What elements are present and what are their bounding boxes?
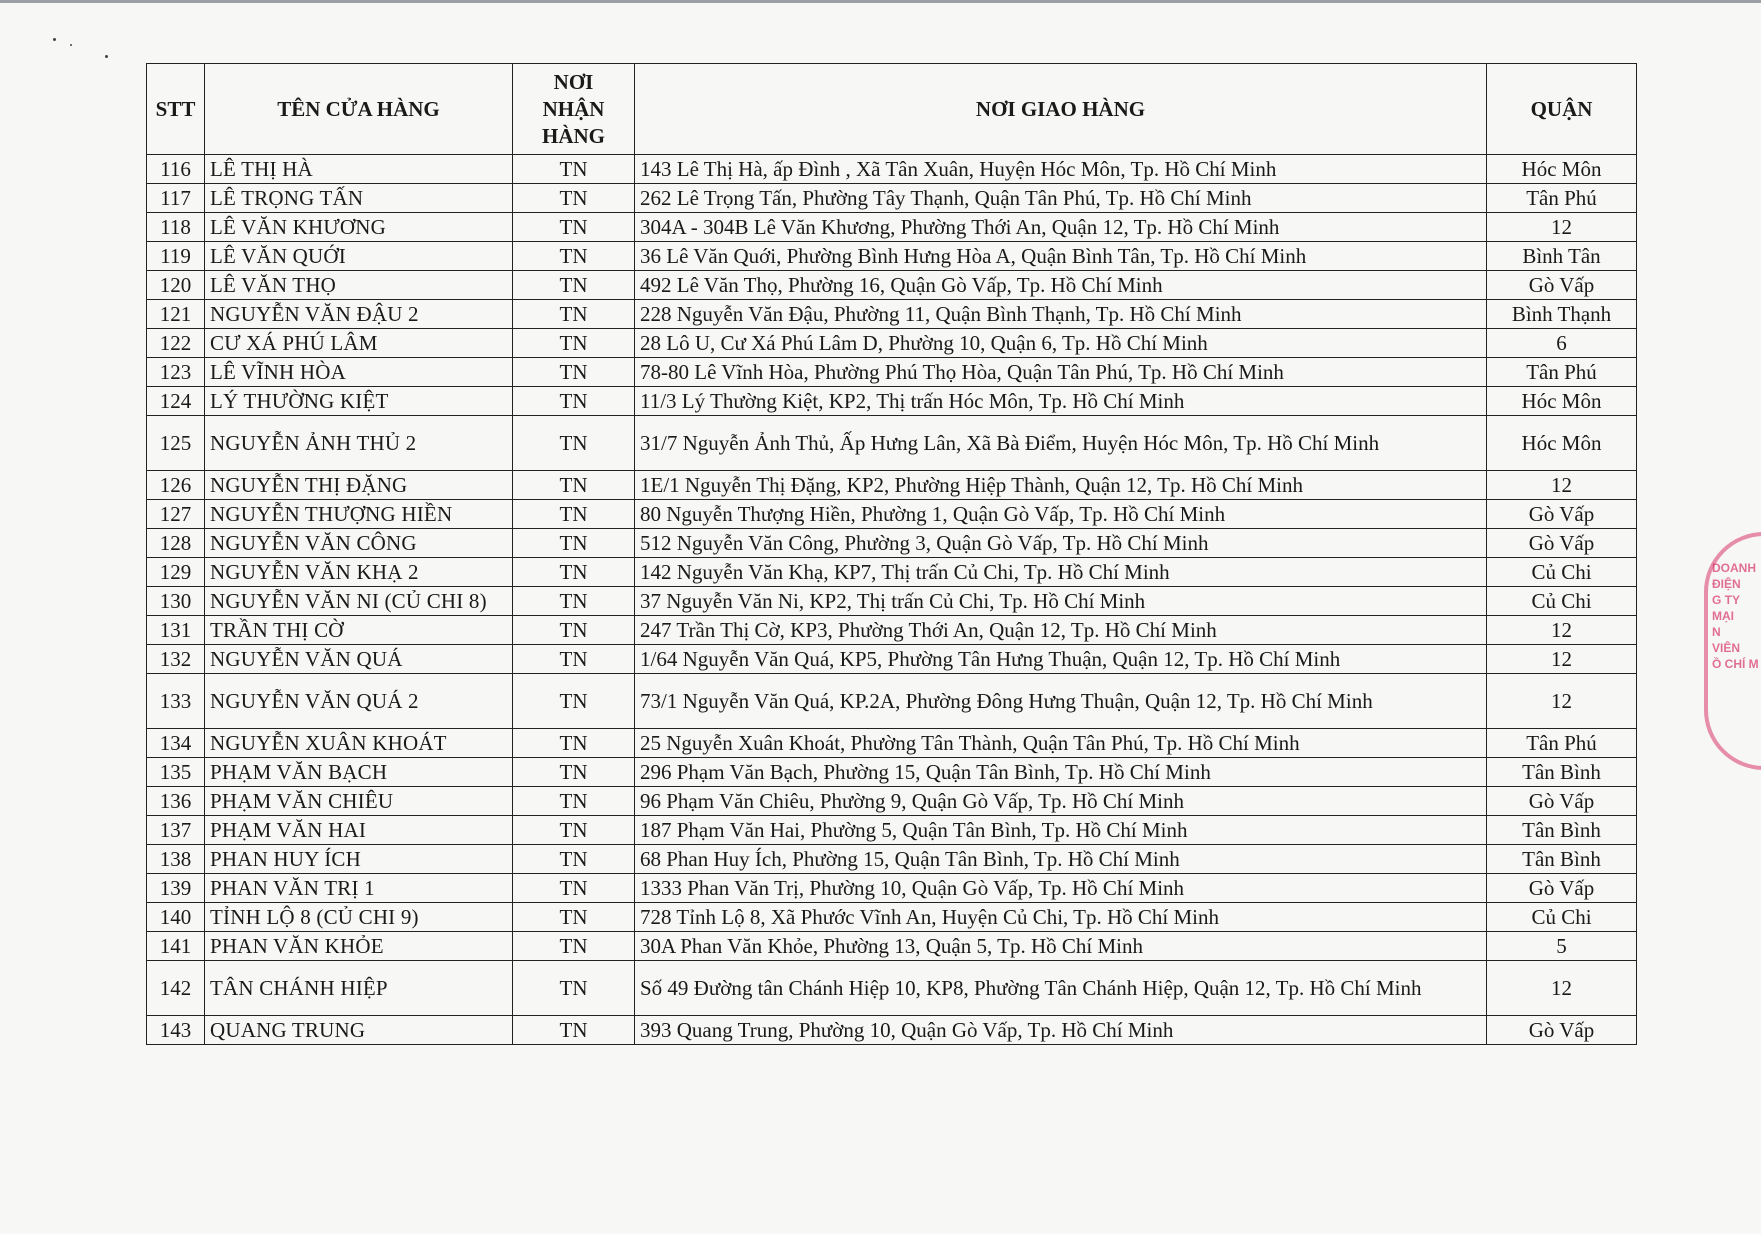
row-district: Gò Vấp xyxy=(1487,1016,1637,1045)
table-row xyxy=(147,932,1637,961)
row-store-name: LÝ THƯỜNG KIỆT xyxy=(205,387,513,416)
row-district: 12 xyxy=(1487,616,1637,645)
table-row xyxy=(147,242,1637,271)
row-store-name: LÊ VĂN QUỚI xyxy=(205,242,513,271)
table-row xyxy=(147,616,1637,645)
row-store-name: NGUYỄN VĂN CÔNG xyxy=(205,529,513,558)
row-stt: 133 xyxy=(147,674,205,729)
row-store-name: NGUYỄN ẢNH THỦ 2 xyxy=(205,416,513,471)
row-delivery-address: 228 Nguyễn Văn Đậu, Phường 11, Quận Bình Thạnh, Tp. Hồ Chí Minh xyxy=(635,300,1487,329)
row-district: Bình Tân xyxy=(1487,242,1637,271)
row-receive-place: TN xyxy=(513,645,635,674)
row-receive-place: TN xyxy=(513,387,635,416)
table-row xyxy=(147,358,1637,387)
table-row xyxy=(147,300,1637,329)
row-receive-place: TN xyxy=(513,300,635,329)
row-district: 12 xyxy=(1487,674,1637,729)
row-store-name: TỈNH LỘ 8 (CỦ CHI 9) xyxy=(205,903,513,932)
row-receive-place: TN xyxy=(513,558,635,587)
company-seal-text xyxy=(1712,560,1760,672)
row-district: Gò Vấp xyxy=(1487,271,1637,300)
row-delivery-address: 492 Lê Văn Thọ, Phường 16, Quận Gò Vấp, Tp. Hồ Chí Minh xyxy=(635,271,1487,300)
row-receive-place: TN xyxy=(513,758,635,787)
row-receive-place: TN xyxy=(513,271,635,300)
row-delivery-address: 31/7 Nguyễn Ảnh Thủ, Ấp Hưng Lân, Xã Bà Điểm, Huyện Hóc Môn, Tp. Hồ Chí Minh xyxy=(635,416,1487,471)
row-stt: 130 xyxy=(147,587,205,616)
row-receive-place: TN xyxy=(513,155,635,184)
row-district: Tân Phú xyxy=(1487,184,1637,213)
seal-text-line: N xyxy=(1712,625,1721,639)
row-stt: 124 xyxy=(147,387,205,416)
seal-text-line: G TY xyxy=(1712,593,1741,607)
row-stt: 143 xyxy=(147,1016,205,1045)
row-delivery-address: 36 Lê Văn Quới, Phường Bình Hưng Hòa A, Quận Bình Tân, Tp. Hồ Chí Minh xyxy=(635,242,1487,271)
row-district: Tân Phú xyxy=(1487,729,1637,758)
row-delivery-address: 393 Quang Trung, Phường 10, Quận Gò Vấp, Tp. Hồ Chí Minh xyxy=(635,1016,1487,1045)
row-receive-place: TN xyxy=(513,529,635,558)
seal-text-line: DOANH xyxy=(1712,561,1756,575)
table-row xyxy=(147,845,1637,874)
table-row xyxy=(147,816,1637,845)
row-store-name: LÊ TRỌNG TẤN xyxy=(205,184,513,213)
row-delivery-address: 30A Phan Văn Khỏe, Phường 13, Quận 5, Tp. Hồ Chí Minh xyxy=(635,932,1487,961)
row-delivery-address: 73/1 Nguyễn Văn Quá, KP.2A, Phường Đông Hưng Thuận, Quận 12, Tp. Hồ Chí Minh xyxy=(635,674,1487,729)
row-store-name: NGUYỄN VĂN QUÁ xyxy=(205,645,513,674)
row-delivery-address: 68 Phan Huy Ích, Phường 15, Quận Tân Bình, Tp. Hồ Chí Minh xyxy=(635,845,1487,874)
row-receive-place: TN xyxy=(513,874,635,903)
row-district: Hóc Môn xyxy=(1487,416,1637,471)
row-store-name: PHAN VĂN KHỎE xyxy=(205,932,513,961)
row-district: Tân Bình xyxy=(1487,758,1637,787)
row-district: Tân Bình xyxy=(1487,845,1637,874)
row-stt: 135 xyxy=(147,758,205,787)
row-receive-place: TN xyxy=(513,471,635,500)
table-row xyxy=(147,729,1637,758)
row-receive-place: TN xyxy=(513,1016,635,1045)
row-receive-place: TN xyxy=(513,213,635,242)
table-row xyxy=(147,1016,1637,1045)
row-district: Tân Bình xyxy=(1487,816,1637,845)
row-district: Hóc Môn xyxy=(1487,387,1637,416)
row-stt: 126 xyxy=(147,471,205,500)
row-district: 12 xyxy=(1487,471,1637,500)
row-receive-place: TN xyxy=(513,242,635,271)
header-receive-place xyxy=(513,64,635,155)
table-row xyxy=(147,529,1637,558)
row-store-name: LÊ THỊ HÀ xyxy=(205,155,513,184)
row-receive-place: TN xyxy=(513,729,635,758)
row-store-name: LÊ VĨNH HÒA xyxy=(205,358,513,387)
row-district: 5 xyxy=(1487,932,1637,961)
scan-speck xyxy=(70,44,72,46)
row-receive-place: TN xyxy=(513,587,635,616)
table-row xyxy=(147,213,1637,242)
row-district: Gò Vấp xyxy=(1487,500,1637,529)
seal-text-line: VIÊN xyxy=(1712,641,1741,655)
table-row xyxy=(147,674,1637,729)
table-header-row xyxy=(147,64,1637,155)
row-receive-place: TN xyxy=(513,358,635,387)
seal-text-line: Ồ CHÍ M xyxy=(1712,657,1759,671)
scan-edge xyxy=(0,0,1761,3)
row-store-name: NGUYỄN VĂN ĐẬU 2 xyxy=(205,300,513,329)
table-row xyxy=(147,587,1637,616)
row-district: 6 xyxy=(1487,329,1637,358)
row-store-name: CƯ XÁ PHÚ LÂM xyxy=(205,329,513,358)
row-district: Bình Thạnh xyxy=(1487,300,1637,329)
row-stt: 116 xyxy=(147,155,205,184)
row-stt: 142 xyxy=(147,961,205,1016)
row-delivery-address: 1/64 Nguyễn Văn Quá, KP5, Phường Tân Hưng Thuận, Quận 12, Tp. Hồ Chí Minh xyxy=(635,645,1487,674)
row-store-name: TRẦN THỊ CỜ xyxy=(205,616,513,645)
row-receive-place: TN xyxy=(513,816,635,845)
row-stt: 122 xyxy=(147,329,205,358)
table-row xyxy=(147,184,1637,213)
row-stt: 131 xyxy=(147,616,205,645)
row-delivery-address: 1E/1 Nguyễn Thị Đặng, KP2, Phường Hiệp Thành, Quận 12, Tp. Hồ Chí Minh xyxy=(635,471,1487,500)
table-row xyxy=(147,558,1637,587)
row-receive-place: TN xyxy=(513,845,635,874)
row-stt: 127 xyxy=(147,500,205,529)
row-delivery-address: 78-80 Lê Vĩnh Hòa, Phường Phú Thọ Hòa, Quận Tân Phú, Tp. Hồ Chí Minh xyxy=(635,358,1487,387)
row-stt: 134 xyxy=(147,729,205,758)
table-row xyxy=(147,874,1637,903)
row-delivery-address: Số 49 Đường tân Chánh Hiệp 10, KP8, Phường Tân Chánh Hiệp, Quận 12, Tp. Hồ Chí Minh xyxy=(635,961,1487,1016)
row-stt: 136 xyxy=(147,787,205,816)
row-receive-place: TN xyxy=(513,903,635,932)
row-store-name: PHẠM VĂN HAI xyxy=(205,816,513,845)
row-store-name: PHẠM VĂN BẠCH xyxy=(205,758,513,787)
table-row xyxy=(147,961,1637,1016)
header-store-name: TÊN CỬA HÀNG xyxy=(205,64,513,155)
table-row xyxy=(147,329,1637,358)
table-row xyxy=(147,500,1637,529)
row-store-name: PHAN VĂN TRỊ 1 xyxy=(205,874,513,903)
row-delivery-address: 296 Phạm Văn Bạch, Phường 15, Quận Tân Bình, Tp. Hồ Chí Minh xyxy=(635,758,1487,787)
row-receive-place: TN xyxy=(513,961,635,1016)
row-stt: 139 xyxy=(147,874,205,903)
row-district: 12 xyxy=(1487,213,1637,242)
row-delivery-address: 262 Lê Trọng Tấn, Phường Tây Thạnh, Quận Tân Phú, Tp. Hồ Chí Minh xyxy=(635,184,1487,213)
row-district: 12 xyxy=(1487,645,1637,674)
row-stt: 128 xyxy=(147,529,205,558)
header-district: QUẬN xyxy=(1487,64,1637,155)
row-delivery-address: 80 Nguyễn Thượng Hiền, Phường 1, Quận Gò Vấp, Tp. Hồ Chí Minh xyxy=(635,500,1487,529)
row-store-name: TÂN CHÁNH HIỆP xyxy=(205,961,513,1016)
row-district: Gò Vấp xyxy=(1487,529,1637,558)
scan-speck xyxy=(53,38,56,41)
table-row xyxy=(147,758,1637,787)
row-stt: 129 xyxy=(147,558,205,587)
row-district: Củ Chi xyxy=(1487,558,1637,587)
header-delivery-address: NƠI GIAO HÀNG xyxy=(635,64,1487,155)
row-store-name: QUANG TRUNG xyxy=(205,1016,513,1045)
row-district: 12 xyxy=(1487,961,1637,1016)
row-district: Tân Phú xyxy=(1487,358,1637,387)
row-stt: 117 xyxy=(147,184,205,213)
row-stt: 120 xyxy=(147,271,205,300)
table-row xyxy=(147,903,1637,932)
row-receive-place: TN xyxy=(513,500,635,529)
table-row xyxy=(147,271,1637,300)
row-delivery-address: 25 Nguyễn Xuân Khoát, Phường Tân Thành, Quận Tân Phú, Tp. Hồ Chí Minh xyxy=(635,729,1487,758)
row-delivery-address: 187 Phạm Văn Hai, Phường 5, Quận Tân Bình, Tp. Hồ Chí Minh xyxy=(635,816,1487,845)
row-store-name: NGUYỄN VĂN NI (CỦ CHI 8) xyxy=(205,587,513,616)
row-receive-place: TN xyxy=(513,932,635,961)
row-stt: 132 xyxy=(147,645,205,674)
row-district: Củ Chi xyxy=(1487,903,1637,932)
row-district: Gò Vấp xyxy=(1487,874,1637,903)
row-stt: 141 xyxy=(147,932,205,961)
scan-speck xyxy=(105,55,108,58)
row-stt: 140 xyxy=(147,903,205,932)
row-receive-place: TN xyxy=(513,329,635,358)
row-store-name: NGUYỄN VĂN QUÁ 2 xyxy=(205,674,513,729)
header-stt: STT xyxy=(147,64,205,155)
row-delivery-address: 96 Phạm Văn Chiêu, Phường 9, Quận Gò Vấp, Tp. Hồ Chí Minh xyxy=(635,787,1487,816)
row-store-name: NGUYỄN VĂN KHẠ 2 xyxy=(205,558,513,587)
row-stt: 123 xyxy=(147,358,205,387)
row-store-name: NGUYỄN XUÂN KHOÁT xyxy=(205,729,513,758)
row-receive-place: TN xyxy=(513,674,635,729)
row-receive-place: TN xyxy=(513,616,635,645)
row-stt: 121 xyxy=(147,300,205,329)
row-store-name: LÊ VĂN THỌ xyxy=(205,271,513,300)
row-store-name: NGUYỄN THỊ ĐẶNG xyxy=(205,471,513,500)
row-store-name: NGUYỄN THƯỢNG HIỀN xyxy=(205,500,513,529)
header-receive-line3: HÀNG xyxy=(542,123,605,148)
row-store-name: PHAN HUY ÍCH xyxy=(205,845,513,874)
row-store-name: LÊ VĂN KHƯƠNG xyxy=(205,213,513,242)
store-delivery-table xyxy=(146,63,1637,1045)
row-stt: 119 xyxy=(147,242,205,271)
row-district: Củ Chi xyxy=(1487,587,1637,616)
row-delivery-address: 11/3 Lý Thường Kiệt, KP2, Thị trấn Hóc Môn, Tp. Hồ Chí Minh xyxy=(635,387,1487,416)
row-delivery-address: 728 Tỉnh Lộ 8, Xã Phước Vĩnh An, Huyện Củ Chi, Tp. Hồ Chí Minh xyxy=(635,903,1487,932)
row-receive-place: TN xyxy=(513,787,635,816)
row-district: Hóc Môn xyxy=(1487,155,1637,184)
row-receive-place: TN xyxy=(513,416,635,471)
row-delivery-address: 304A - 304B Lê Văn Khương, Phường Thới An, Quận 12, Tp. Hồ Chí Minh xyxy=(635,213,1487,242)
table-row xyxy=(147,155,1637,184)
row-stt: 125 xyxy=(147,416,205,471)
row-receive-place: TN xyxy=(513,184,635,213)
row-district: Gò Vấp xyxy=(1487,787,1637,816)
row-stt: 137 xyxy=(147,816,205,845)
row-stt: 138 xyxy=(147,845,205,874)
row-delivery-address: 1333 Phan Văn Trị, Phường 10, Quận Gò Vấp, Tp. Hồ Chí Minh xyxy=(635,874,1487,903)
row-delivery-address: 512 Nguyễn Văn Công, Phường 3, Quận Gò Vấp, Tp. Hồ Chí Minh xyxy=(635,529,1487,558)
table-row xyxy=(147,416,1637,471)
header-receive-line1: NƠI xyxy=(553,69,594,94)
header-receive-line2: NHẬN xyxy=(542,96,605,121)
seal-text-line: MẠI xyxy=(1712,609,1734,623)
row-store-name: PHẠM VĂN CHIÊU xyxy=(205,787,513,816)
row-delivery-address: 28 Lô U, Cư Xá Phú Lâm D, Phường 10, Quận 6, Tp. Hồ Chí Minh xyxy=(635,329,1487,358)
table-row xyxy=(147,471,1637,500)
table-row xyxy=(147,787,1637,816)
row-delivery-address: 37 Nguyễn Văn Ni, KP2, Thị trấn Củ Chi, Tp. Hồ Chí Minh xyxy=(635,587,1487,616)
row-stt: 118 xyxy=(147,213,205,242)
table-row xyxy=(147,645,1637,674)
row-delivery-address: 142 Nguyễn Văn Khạ, KP7, Thị trấn Củ Chi, Tp. Hồ Chí Minh xyxy=(635,558,1487,587)
seal-text-line: ĐIỆN xyxy=(1712,577,1741,591)
row-delivery-address: 143 Lê Thị Hà, ấp Đình , Xã Tân Xuân, Huyện Hóc Môn, Tp. Hồ Chí Minh xyxy=(635,155,1487,184)
table-row xyxy=(147,387,1637,416)
row-delivery-address: 247 Trần Thị Cờ, KP3, Phường Thới An, Quận 12, Tp. Hồ Chí Minh xyxy=(635,616,1487,645)
